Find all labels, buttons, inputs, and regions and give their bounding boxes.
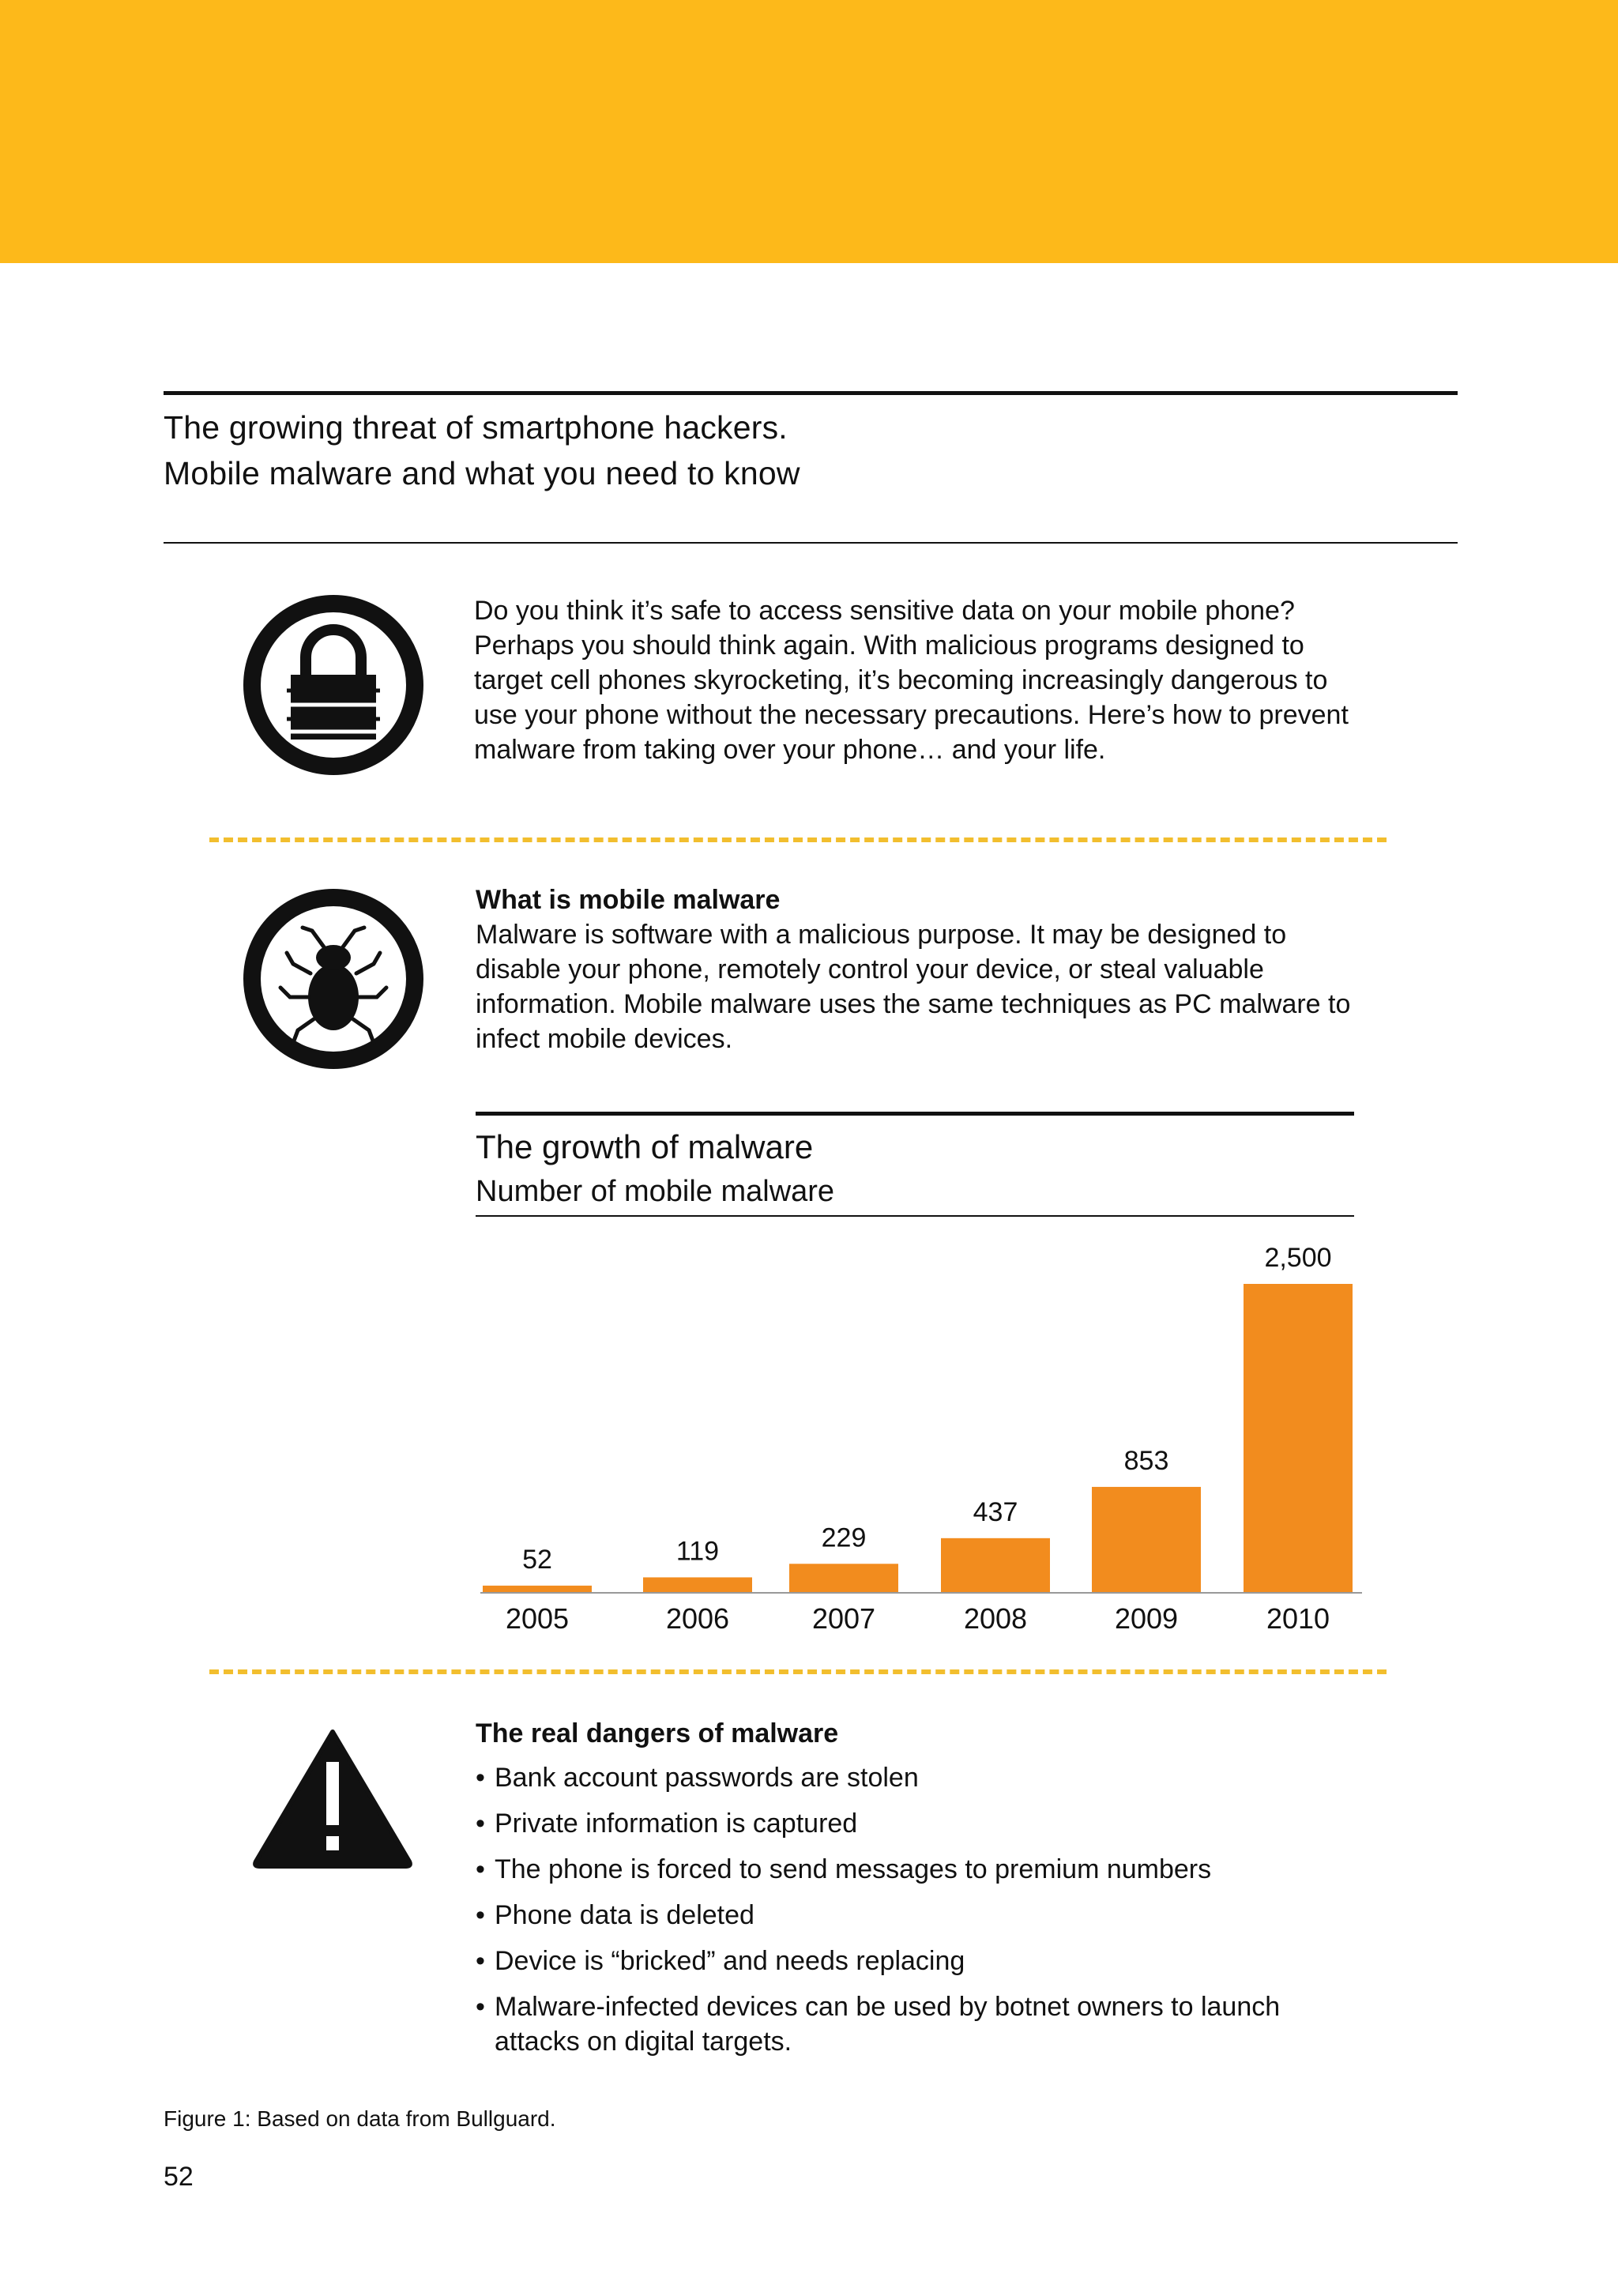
data-label-2006: 119 xyxy=(675,1536,720,1567)
padlock-icon xyxy=(241,593,426,781)
list-item: • Device is “bricked” and needs replacing xyxy=(476,1944,1364,1978)
title-line-2: Mobile malware and what you need to know xyxy=(164,455,800,491)
data-label-2010: 2,500 xyxy=(1264,1243,1332,1273)
x-tick-label-2007: 2007 xyxy=(811,1602,876,1635)
title-bottom-rule xyxy=(164,542,1458,544)
list-item: • The phone is forced to send messages to premium numbers xyxy=(476,1852,1364,1887)
list-item: • Phone data is deleted xyxy=(476,1898,1364,1933)
x-tick-label-2006: 2006 xyxy=(665,1602,730,1635)
chart-title: The growth of malware xyxy=(476,1128,814,1165)
chart-top-rule xyxy=(476,1112,1354,1116)
bug-icon xyxy=(241,886,426,1075)
section-divider-1 xyxy=(209,837,1387,842)
warning-icon xyxy=(251,1727,414,1873)
bar-2010 xyxy=(1244,1284,1353,1592)
list-item: • Private information is captured xyxy=(476,1806,1364,1841)
what-is-title: What is mobile malware xyxy=(476,885,781,915)
intro-text: Do you think it’s safe to access sensitive data on your mobile phone? Perhaps you should think again. With malicious programs designed to target cell phones skyrocketing, it’s becoming increasingly dangerous to use your phone without the necessary precautions. Here’s how to prevent malware from taking over your phone… and your life. xyxy=(474,596,1349,765)
data-label-2009: 853 xyxy=(1123,1445,1169,1476)
list-item: • Malware-infected devices can be used by botnet owners to launch attacks on digital targets. xyxy=(476,1989,1364,2059)
chart-subtitle-rule xyxy=(476,1215,1354,1217)
x-tick-label-2009: 2009 xyxy=(1114,1602,1179,1635)
dangers-list xyxy=(476,1760,1364,2070)
bar-chart xyxy=(474,1233,1363,1643)
page-number: 52 xyxy=(164,2162,194,2192)
bar-2006 xyxy=(643,1577,752,1592)
data-label-2008: 437 xyxy=(973,1496,1018,1527)
what-is-section xyxy=(476,883,1360,1056)
what-is-text: Malware is software with a malicious purpose. It may be designed to disable your phone, remotely control your device, or steal valuable information. Mobile malware uses the same techniques as PC malware to infect mobile devices. xyxy=(476,920,1351,1054)
top-rule xyxy=(164,391,1458,395)
figure-caption: Figure 1: Based on data from Bullguard. xyxy=(164,2106,556,2131)
section-divider-2 xyxy=(209,1669,1387,1674)
bar-2005 xyxy=(483,1586,592,1592)
bar-2008 xyxy=(941,1538,1050,1592)
bar-2009 xyxy=(1092,1487,1201,1592)
data-label-2007: 229 xyxy=(821,1523,867,1553)
title-line-1: The growing threat of smartphone hackers. xyxy=(164,409,788,446)
x-tick-label-2010: 2010 xyxy=(1266,1602,1330,1635)
x-tick-label-2008: 2008 xyxy=(963,1602,1028,1635)
chart-subtitle: Number of mobile malware xyxy=(476,1175,835,1208)
dangers-title: The real dangers of malware xyxy=(476,1718,839,1748)
bar-2007 xyxy=(789,1564,898,1592)
data-label-2005: 52 xyxy=(522,1544,552,1575)
header-band xyxy=(0,0,1618,263)
intro-paragraph xyxy=(474,593,1359,767)
page-title xyxy=(164,405,1428,496)
x-tick-label-2005: 2005 xyxy=(505,1602,570,1635)
list-item: • Bank account passwords are stolen xyxy=(476,1760,1364,1795)
